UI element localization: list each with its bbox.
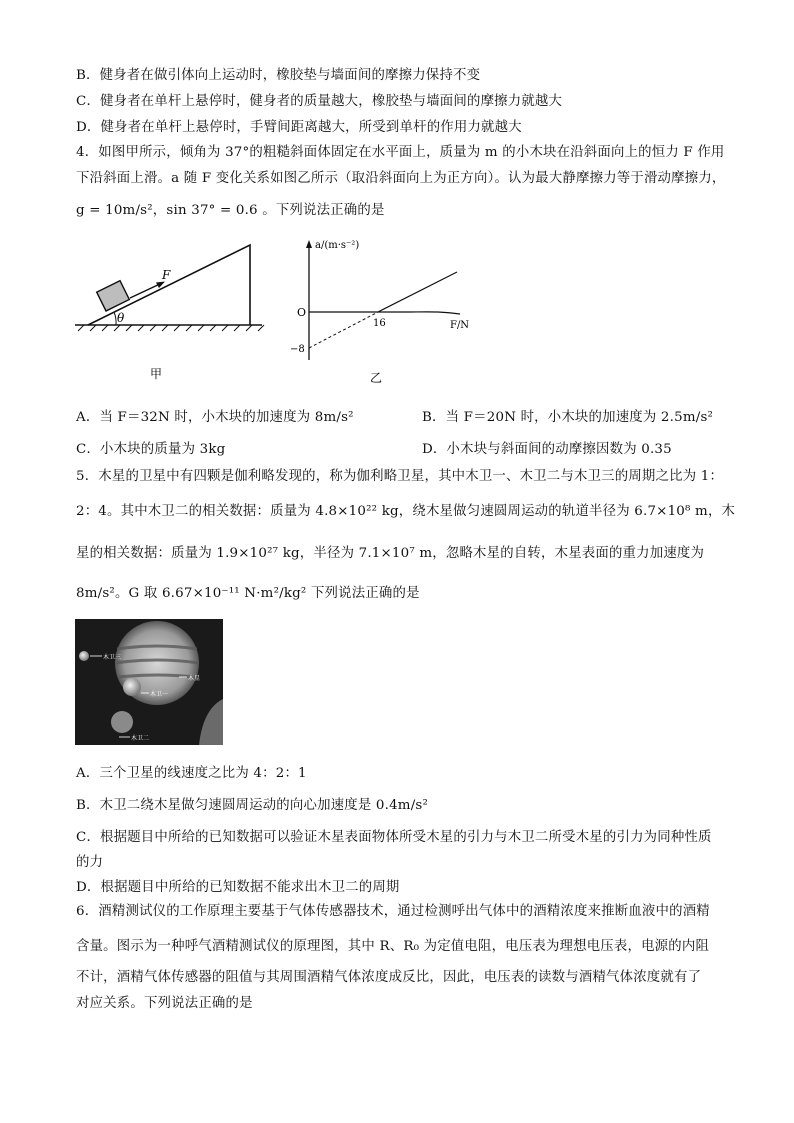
option-3c: C．健身者在单杆上悬停时，健身者的质量越大，橡胶垫与墙面间的摩擦力就越大: [76, 94, 563, 109]
option-5a: A．三个卫星的线速度之比为 4：2：1: [76, 766, 307, 781]
question-4-line-1: 4．如图甲所示，倾角为 37°的粗糙斜面体固定在水平面上，质量为 m 的小木块在沿斜面向上的恒力 F 作用: [76, 145, 725, 160]
label-ganymede: 木卫三: [103, 654, 122, 661]
ground-hatch: [78, 325, 264, 331]
option-5d: D．根据题目中所给的已知数据不能求出木卫二的周期: [76, 880, 400, 895]
question-5-line-4: 8m/s²。G 取 6.67×10⁻¹¹ N·m²/kg² 下列说法正确的是: [76, 586, 420, 601]
question-6-line-2: 含量。图示为一种呼气酒精测试仪的原理图，其中 R、R₀ 为定值电阻，电压表为理想电压表，电源的内阻: [76, 939, 710, 954]
figure-incline: [70, 232, 270, 382]
angle-arc: [114, 312, 116, 325]
question-6-line-3: 不计，酒精气体传感器的阻值与其周围酒精气体浓度成反比，因此，电压表的读数与酒精气体浓度就有了: [76, 970, 702, 985]
jupiter-moons-photo: [75, 619, 223, 745]
planet-edge: [199, 699, 223, 745]
question-5-line-3: 星的相关数据：质量为 1.9×10²⁷ kg，半径为 7.1×10⁷ m，忽略木星的自转，木星表面的重力加速度为: [76, 546, 705, 561]
question-6-line-1: 6．酒精测试仪的工作原理主要基于气体传感器技术，通过检测呼出气体中的酒精浓度来推断血液中的酒精: [76, 904, 710, 919]
x-intercept-label: 16: [373, 318, 386, 329]
jupiter-moons-illustration: [75, 619, 223, 745]
label-jupiter: 木星: [188, 675, 201, 682]
option-4d: D．小木块与斜面间的动摩擦因数为 0.35: [422, 442, 672, 457]
option-5b: B．木卫二绕木星做匀速圆周运动的向心加速度是 0.4m/s²: [76, 798, 429, 813]
origin-label: O: [297, 306, 307, 319]
force-label: F: [162, 268, 171, 282]
option-3b: B．健身者在做引体向上运动时，橡胶垫与墙面间的摩擦力保持不变: [76, 68, 481, 83]
option-4c: C．小木块的质量为 3kg: [76, 442, 226, 457]
label-europa: 木卫二: [131, 735, 150, 742]
dashed-extension: [309, 312, 378, 348]
caption-jia: 甲: [150, 367, 163, 381]
y-axis-label: a/(m·s⁻²): [315, 240, 360, 251]
caption-yi: 乙: [370, 371, 383, 385]
y-intercept-label: −8: [290, 344, 305, 355]
moon-io: [123, 678, 141, 696]
x-axis-label: F/N: [450, 320, 470, 331]
question-4-line-3: g = 10m/s²，sin 37° = 0.6 。下列说法正确的是: [76, 203, 385, 218]
question-5-line-2: 2：4。其中木卫二的相关数据：质量为 4.8×10²² kg，绕木星做匀速圆周运动的轨道半径为 6.7×10⁸ m，木: [76, 504, 736, 519]
question-6-line-4: 对应关系。下列说法正确的是: [76, 996, 253, 1011]
angle-label: θ: [117, 311, 125, 325]
option-3d: D．健身者在单杆上悬停时，手臂间距离越大，所受到单杆的作用力就越大: [76, 120, 522, 135]
option-5c-line-1: C．根据题目中所给的已知数据可以验证木星表面物体所受木星的引力与木卫二所受木星的引力为同种性质: [76, 830, 712, 845]
question-4-line-2: 下沿斜面上滑。a 随 F 变化关系如图乙所示（取沿斜面向上为正方向）。认为最大静摩擦力等于滑动摩擦力，: [76, 171, 726, 186]
y-axis-arrow: [306, 240, 312, 248]
graph-line: [378, 272, 457, 312]
option-4b: B．当 F＝20N 时，小木块的加速度为 2.5m/s²: [422, 410, 714, 425]
moon-ganymede: [79, 651, 89, 661]
question-5-line-1: 5．木星的卫星中有四颗是伽利略发现的，称为伽利略卫星，其中木卫一、木卫二与木卫三的周期之比为 1：: [76, 469, 724, 484]
option-5c-line-2: 的力: [76, 855, 104, 870]
x-axis: [309, 312, 460, 314]
label-io: 木卫一: [150, 691, 169, 698]
figure-a-F-graph: [285, 232, 485, 387]
moon-europa: [111, 711, 133, 733]
option-4a: A．当 F＝32N 时，小木块的加速度为 8m/s²: [76, 410, 354, 425]
